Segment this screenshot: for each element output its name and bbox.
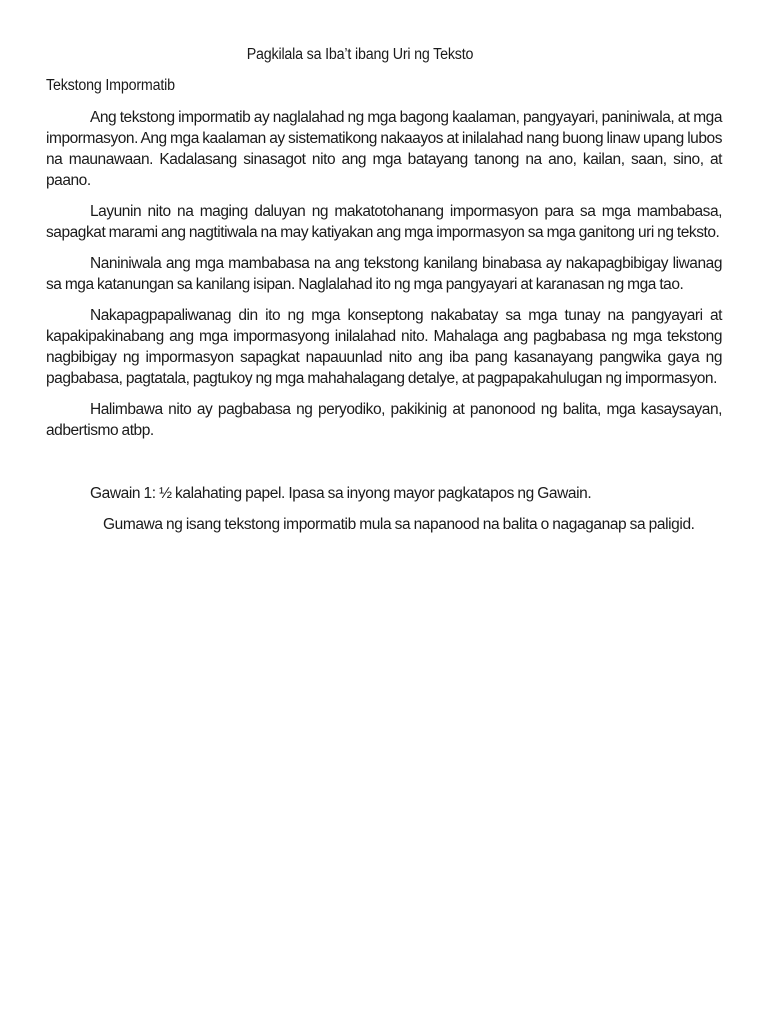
instruction-line: Gumawa ng isang tekstong impormatib mula sa napanood na balita o nagaganap sa paligid. (103, 516, 695, 533)
paragraph: Halimbawa nito ay pagbabasa ng peryodiko, pakikinig at panonood ng balita, mga kasaysayan, adbertismo atbp. (46, 401, 722, 439)
paragraph: Naniniwala ang mga mambabasa na ang tekstong kanilang binabasa ay nakapagbibigay liwanag sa mga katanungan sa kanilang isipan. Naglalahad ito ng mga pangyayari at karanasan ng mga tao. (46, 255, 722, 293)
document-title: Pagkilala sa Iba’t ibang Uri ng Teksto (246, 46, 474, 63)
activity-line: Gawain 1: ½ kalahating papel. Ipasa sa inyong mayor pagkatapos ng Gawain. (90, 485, 592, 502)
paragraph: Layunin nito na maging daluyan ng makatotohanang impormasyon para sa mga mambabasa, sapagkat marami ang nagtitiwala na may katiyakan ang mga impormasyon sa mga ganitong uri ng teksto. (46, 203, 722, 241)
paragraph: Ang tekstong impormatib ay naglalahad ng mga bagong kaalaman, pangyayari, paniniwala, at mga impormasyon. Ang mga kaalaman ay sistematikong nakaayos at inilalahad nang buong linaw upang lubos na maunawaan. Kadalasang sinasagot nito ang mga batayang tanong na ano, kailan, saan, sino, at paano. (46, 109, 722, 189)
section-heading: Tekstong Impormatib (46, 77, 175, 94)
body-text (46, 107, 722, 451)
paragraph: Nakapagpapaliwanag din ito ng mga konseptong nakabatay sa mga tunay na pangyayari at kapakipakinabang ang mga impormasyong inilalahad nito. Mahalaga ang pagbabasa ng mga tekstong nagbibigay ng impormasyon sapagkat napauunlad nito ang iba pang kasanayang pangwika gaya ng pagbabasa, pagtatala, pagtukoy ng mga mahahalagang detalye, at pagpapakahulugan ng impormasyon. (46, 307, 722, 387)
